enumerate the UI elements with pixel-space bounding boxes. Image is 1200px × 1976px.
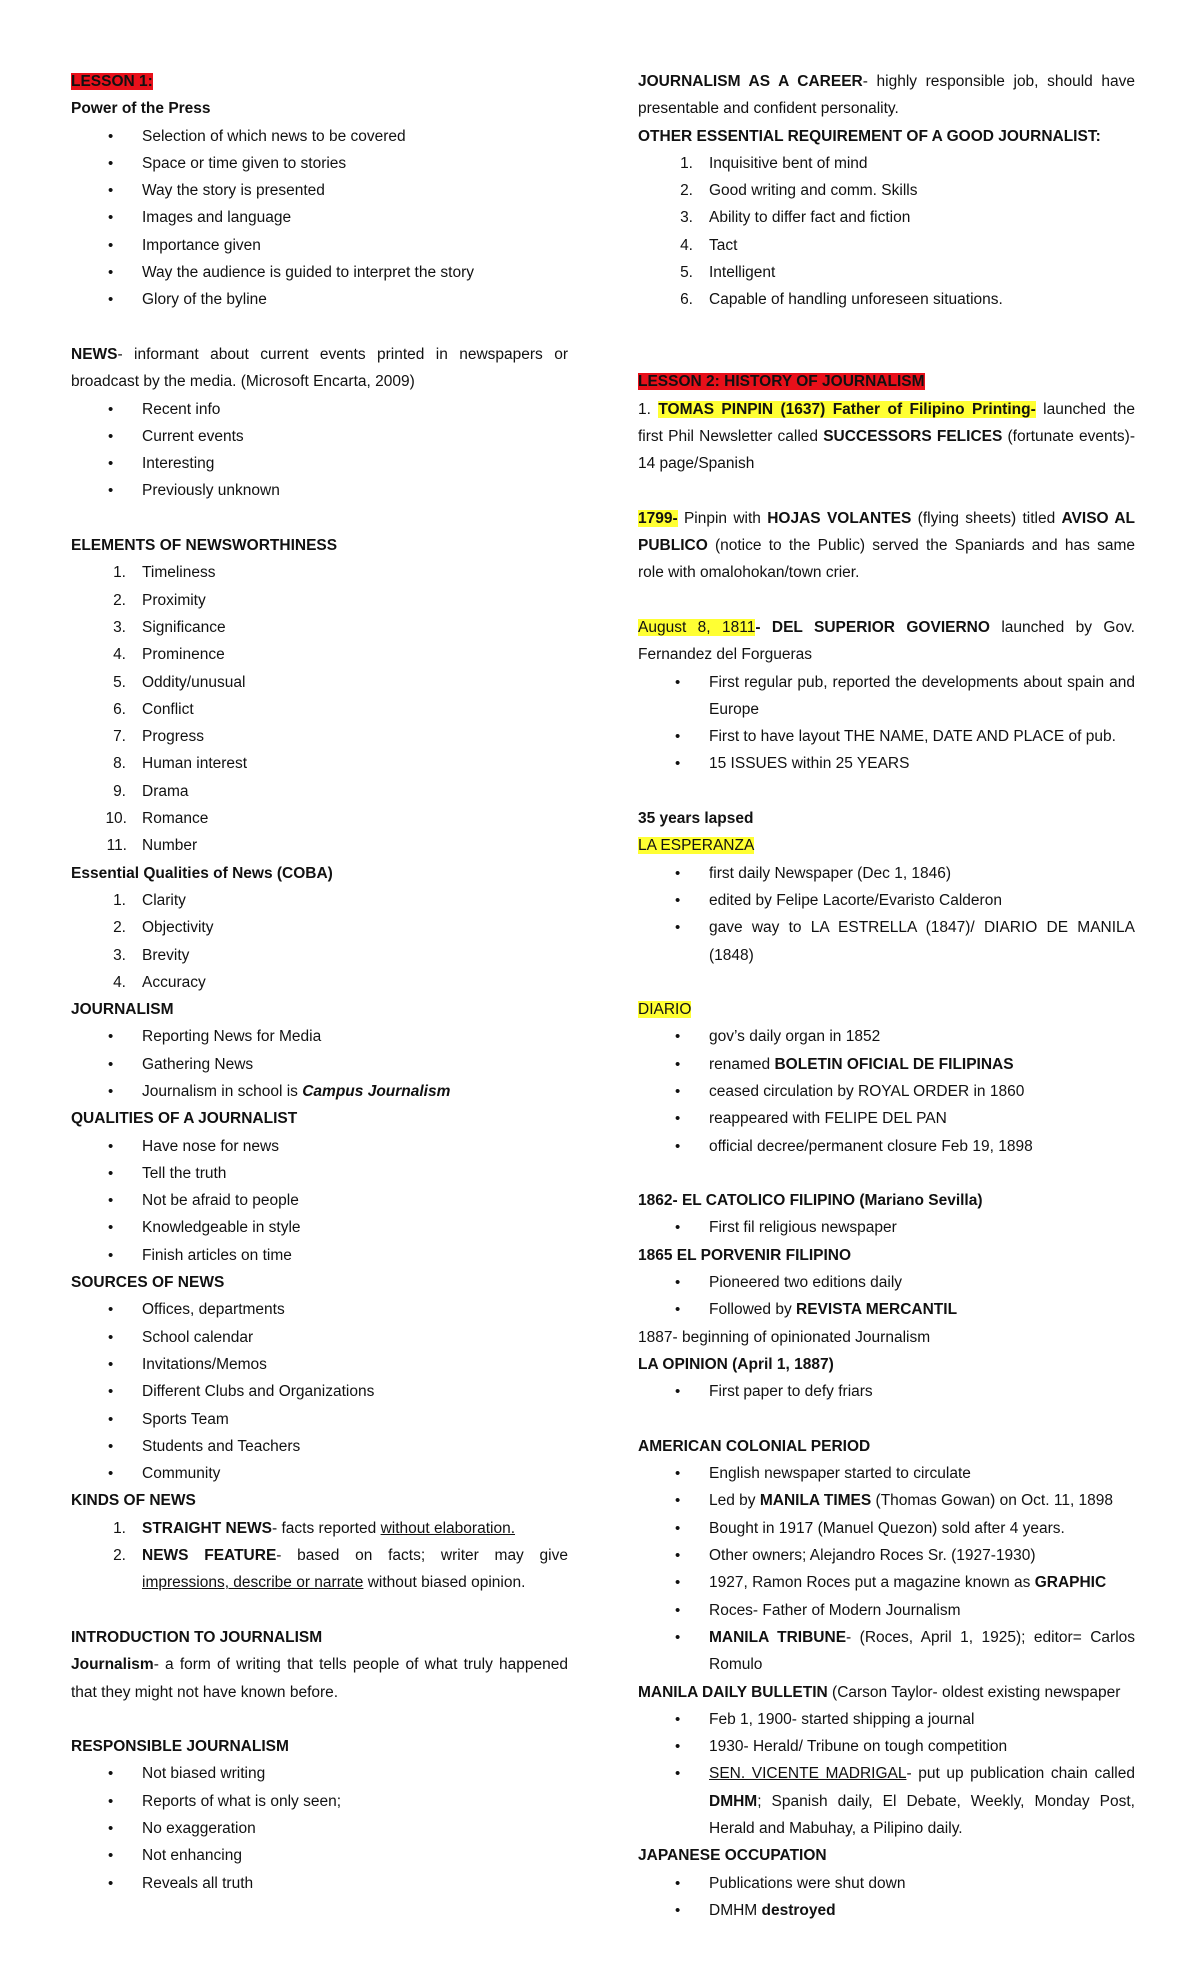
- list-item: • Students and Teachers: [71, 1433, 568, 1460]
- list-item: • Interesting: [71, 450, 568, 477]
- list-item: • Space or time given to stories: [71, 150, 568, 177]
- list-item: • Not enhancing: [71, 1842, 568, 1869]
- american-heading: AMERICAN COLONIAL PERIOD: [638, 1437, 871, 1455]
- list-item: • Community: [71, 1460, 568, 1487]
- list-item: • Not be afraid to people: [71, 1187, 568, 1214]
- japanese-heading: JAPANESE OCCUPATION: [638, 1847, 827, 1865]
- lapsed-heading: 35 years lapsed: [638, 810, 754, 828]
- intro-definition: Journalism- a form of writing that tells people of what truly happened that they might not have known before.: [71, 1656, 568, 1701]
- list-item: • Selection of which news to be covered: [71, 123, 568, 150]
- list-item: • Offices, departments: [71, 1296, 568, 1323]
- list-item: • Other owners; Alejandro Roces Sr. (1927-1930): [638, 1542, 1135, 1569]
- list-item: • Have nose for news: [71, 1133, 568, 1160]
- list-item: • Publications were shut down: [638, 1870, 1135, 1897]
- list-item: • Different Clubs and Organizations: [71, 1378, 568, 1405]
- other-title: OTHER ESSENTIAL REQUIREMENT OF A GOOD JOURNALIST:: [638, 127, 1101, 145]
- responsible-list: [71, 1760, 568, 1896]
- lesson2-label: LESSON 2: HISTORY OF JOURNALISM: [638, 373, 925, 391]
- list-item: 2. Good writing and comm. Skills: [680, 182, 918, 200]
- list-item: 4. Tact: [680, 236, 738, 254]
- list-item: 6. Conflict: [113, 700, 194, 718]
- y1799-paragraph: 1799- Pinpin with HOJAS VOLANTES (flying sheets) titled AVISO AL PUBLICO (notice to the Public) served the Spaniards and has same role with omalohokan/town crier.: [638, 509, 1135, 582]
- list-item: • Bought in 1917 (Manuel Quezon) sold after 4 years.: [638, 1515, 1135, 1542]
- list-item: • reappeared with FELIPE DEL PAN: [638, 1105, 1135, 1132]
- list-item: 5. Oddity/unusual: [113, 673, 246, 691]
- list-item: • SEN. VICENTE MADRIGAL- put up publication chain called DMHM; Spanish daily, El Debate, Weekly, Monday Post, Herald and Mabuhay, a Pilipino daily.: [638, 1760, 1135, 1842]
- tomas-paragraph: 1. TOMAS PINPIN (1637) Father of Filipino Printing- launched the first Phil Newsletter called SUCCESSORS FELICES (fortunate events)- 14 page/Spanish: [638, 400, 1136, 473]
- list-item: • Recent info: [71, 396, 568, 423]
- list-item: • Invitations/Memos: [71, 1351, 568, 1378]
- list-item: • Current events: [71, 423, 568, 450]
- list-item: 4. Prominence: [113, 646, 225, 664]
- list-item: • Previously unknown: [71, 477, 568, 504]
- list-item: 2. Objectivity: [113, 919, 214, 937]
- left-column: [71, 68, 568, 1897]
- kinds-title: KINDS OF NEWS: [71, 1492, 196, 1510]
- list-item: 2. Proximity: [113, 591, 206, 609]
- news-list: [71, 396, 568, 505]
- responsible-title: RESPONSIBLE JOURNALISM: [71, 1738, 289, 1756]
- elements-title: ELEMENTS OF NEWSWORTHINESS: [71, 537, 338, 555]
- porvenir-list: [638, 1269, 1135, 1324]
- qualities-news-title: Essential Qualities of News (COBA): [71, 864, 333, 882]
- esperanza-heading: LA ESPERANZA: [638, 837, 755, 855]
- list-item: • Glory of the byline: [71, 286, 568, 313]
- news-definition: NEWS- informant about current events printed in newspapers or broadcast by the media. (Microsoft Encarta, 2009): [71, 345, 568, 391]
- opinion-list: [638, 1378, 1135, 1405]
- list-item: • First fil religious newspaper: [638, 1214, 1135, 1241]
- list-item: • DMHM destroyed: [638, 1897, 1135, 1924]
- qualities-news-list: [71, 887, 568, 996]
- list-item: • Knowledgeable in style: [71, 1214, 568, 1241]
- list-item: • MANILA TRIBUNE- (Roces, April 1, 1925); editor= Carlos Romulo: [638, 1624, 1135, 1679]
- power-title: Power of the Press: [71, 100, 211, 118]
- lesson1-label: LESSON 1:: [71, 73, 153, 90]
- list-item: • Importance given: [71, 232, 568, 259]
- list-item: • Gathering News: [71, 1051, 568, 1078]
- list-item: 10. Romance: [105, 810, 209, 828]
- list-item: • Reporting News for Media: [71, 1023, 568, 1050]
- list-item: • Pioneered two editions daily: [638, 1269, 1135, 1296]
- list-item: 3. Significance: [113, 618, 226, 636]
- list-item: • Finish articles on time: [71, 1242, 568, 1269]
- list-item: • 15 ISSUES within 25 YEARS: [638, 750, 1135, 777]
- list-item: • Journalism in school is Campus Journalism: [71, 1078, 568, 1105]
- list-item: • 1927, Ramon Roces put a magazine known as GRAPHIC: [638, 1569, 1135, 1596]
- list-item: • First to have layout THE NAME, DATE AND PLACE of pub.: [638, 723, 1135, 750]
- list-item: 11. Number: [106, 837, 198, 855]
- list-item: • Tell the truth: [71, 1160, 568, 1187]
- list-item: 9. Drama: [113, 782, 189, 800]
- list-item: • Way the audience is guided to interpret the story: [71, 259, 568, 286]
- other-list: [638, 150, 1135, 314]
- elements-list: [71, 559, 568, 859]
- list-item: • English newspaper started to circulate: [638, 1460, 1135, 1487]
- list-item: • Feb 1, 1900- started shipping a journal: [638, 1706, 1135, 1733]
- list-item: 5. Intelligent: [680, 264, 776, 282]
- list-item: • Not biased writing: [71, 1760, 568, 1787]
- list-item: • First paper to defy friars: [638, 1378, 1135, 1405]
- list-item: • gave way to LA ESTRELLA (1847)/ DIARIO DE MANILA (1848): [638, 914, 1135, 969]
- aug-paragraph: August 8, 1811- DEL SUPERIOR GOVIERNO launched by Gov. Fernandez del Forgueras: [638, 618, 1135, 664]
- catolico-list: [638, 1214, 1135, 1241]
- opinion-line: 1887- beginning of opinionated Journalism: [638, 1328, 931, 1346]
- list-item: • renamed BOLETIN OFICIAL DE FILIPINAS: [638, 1051, 1135, 1078]
- diario-list: [638, 1023, 1135, 1159]
- opinion-heading: LA OPINION (April 1, 1887): [638, 1355, 834, 1373]
- list-item: 2. NEWS FEATURE- based on facts; writer may give impressions, describe or narrate without biased opinion.: [113, 1547, 568, 1592]
- american-list: [638, 1460, 1135, 1678]
- list-item: 1. Clarity: [113, 891, 186, 909]
- kinds-list: [71, 1515, 568, 1597]
- list-item: • gov’s daily organ in 1852: [638, 1023, 1135, 1050]
- list-item: • edited by Felipe Lacorte/Evaristo Calderon: [638, 887, 1135, 914]
- list-item: • No exaggeration: [71, 1815, 568, 1842]
- japanese-list: [638, 1870, 1135, 1925]
- list-item: 6. Capable of handling unforeseen situations.: [680, 291, 1003, 309]
- career-paragraph: JOURNALISM AS A CAREER- highly responsible job, should have presentable and confident personality.: [638, 73, 1135, 118]
- journalism-list: [71, 1023, 568, 1105]
- list-item: • First regular pub, reported the developments about spain and Europe: [638, 669, 1135, 724]
- list-item: 3. Ability to differ fact and fiction: [680, 209, 911, 227]
- sources-title: SOURCES OF NEWS: [71, 1274, 225, 1292]
- list-item: 1. Timeliness: [113, 564, 216, 582]
- diario-heading: DIARIO: [638, 1001, 692, 1019]
- journalist-title: QUALITIES OF A JOURNALIST: [71, 1110, 298, 1128]
- bulletin-list: [638, 1706, 1135, 1842]
- list-item: 1. STRAIGHT NEWS- facts reported without elaboration.: [113, 1519, 515, 1537]
- list-item: 3. Brevity: [113, 946, 190, 964]
- list-item: 4. Accuracy: [113, 973, 206, 991]
- list-item: • School calendar: [71, 1324, 568, 1351]
- list-item: • 1930- Herald/ Tribune on tough competition: [638, 1733, 1135, 1760]
- list-item: 7. Progress: [113, 728, 205, 746]
- power-list: [71, 123, 568, 314]
- list-item: • Way the story is presented: [71, 177, 568, 204]
- esperanza-list: [638, 860, 1135, 969]
- list-item: • Reports of what is only seen;: [71, 1788, 568, 1815]
- intro-title: INTRODUCTION TO JOURNALISM: [71, 1628, 323, 1646]
- sources-list: [71, 1296, 568, 1487]
- list-item: • Roces- Father of Modern Journalism: [638, 1597, 1135, 1624]
- list-item: 8. Human interest: [113, 755, 248, 773]
- list-item: • Sports Team: [71, 1406, 568, 1433]
- list-item: 1. Inquisitive bent of mind: [680, 154, 868, 172]
- catolico-heading: 1862- EL CATOLICO FILIPINO (Mariano Sevilla): [638, 1192, 983, 1210]
- list-item: • official decree/permanent closure Feb 19, 1898: [638, 1133, 1135, 1160]
- porvenir-heading: 1865 EL PORVENIR FILIPINO: [638, 1246, 852, 1264]
- bulletin-heading: MANILA DAILY BULLETIN (Carson Taylor- oldest existing newspaper: [638, 1683, 1121, 1701]
- list-item: • Reveals all truth: [71, 1870, 568, 1897]
- list-item: • ceased circulation by ROYAL ORDER in 1860: [638, 1078, 1135, 1105]
- list-item: • Images and language: [71, 204, 568, 231]
- list-item: • first daily Newspaper (Dec 1, 1846): [638, 860, 1135, 887]
- right-column: [638, 68, 1135, 1924]
- journalism-title: JOURNALISM: [71, 1001, 174, 1019]
- journalist-list: [71, 1133, 568, 1269]
- list-item: • Followed by REVISTA MERCANTIL: [638, 1296, 1135, 1323]
- list-item: • Led by MANILA TIMES (Thomas Gowan) on Oct. 11, 1898: [638, 1487, 1135, 1514]
- aug-list: [638, 669, 1135, 778]
